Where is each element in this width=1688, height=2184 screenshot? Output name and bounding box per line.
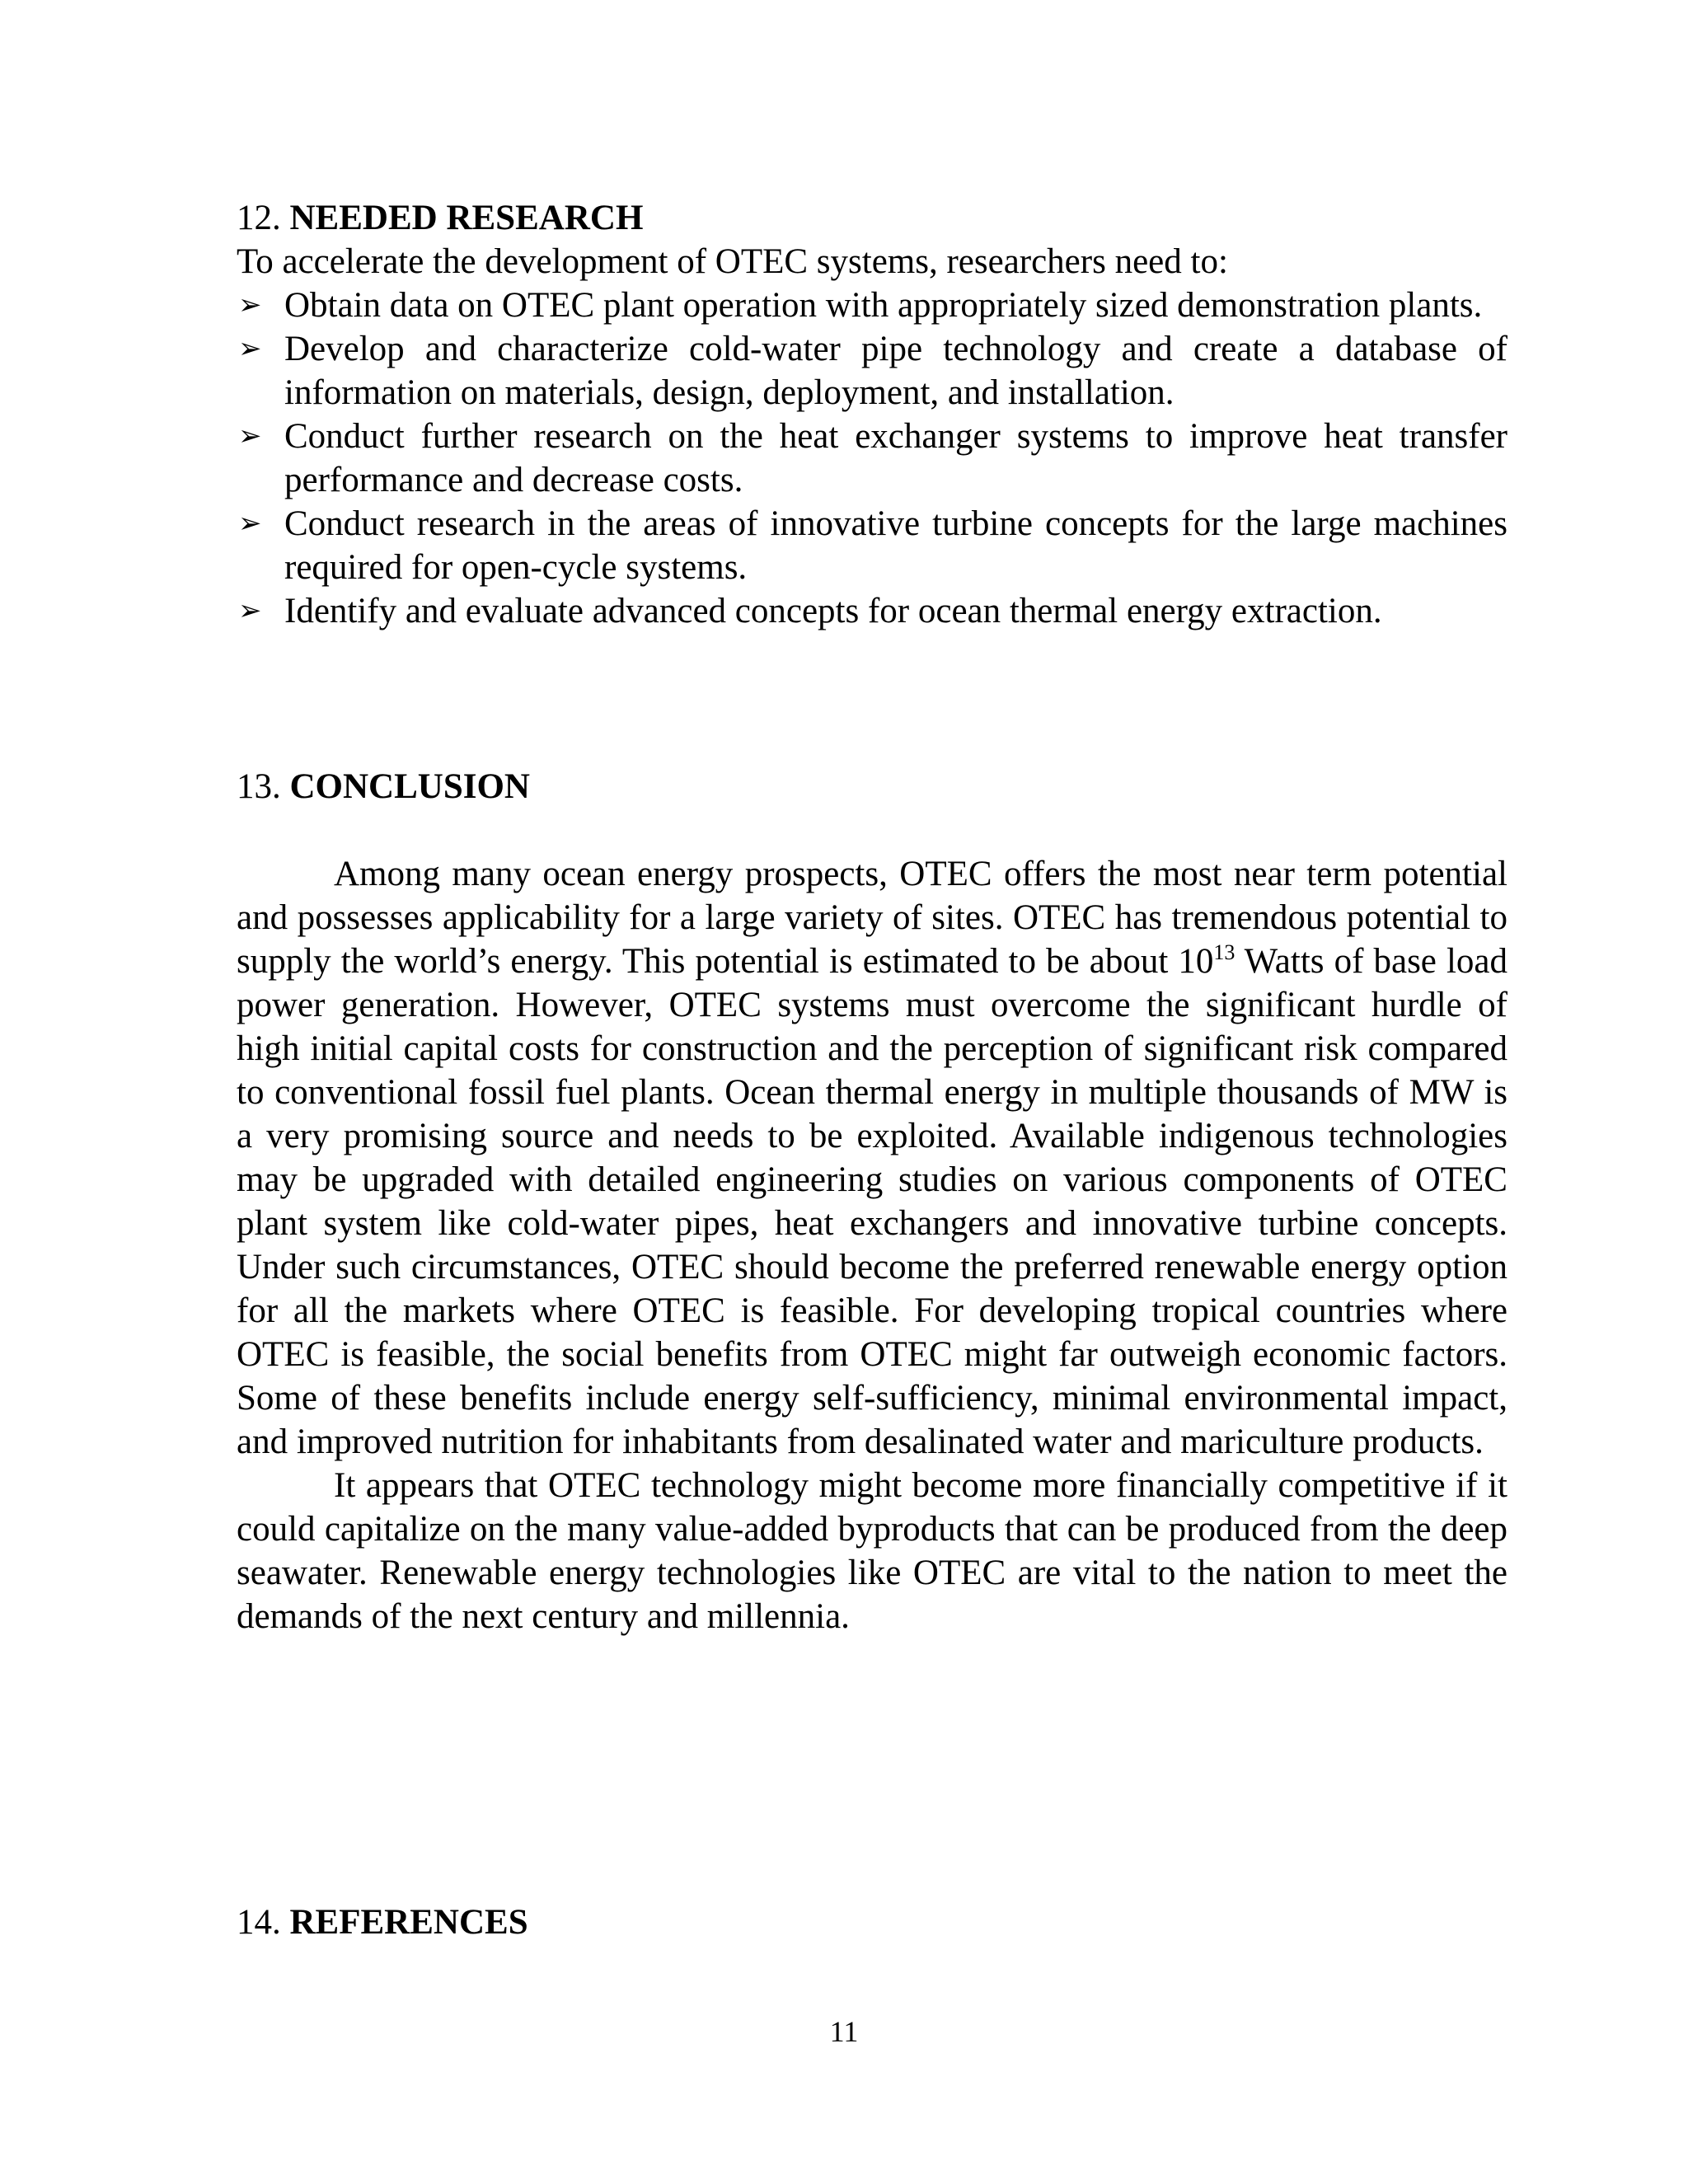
section-heading-needed-research [237, 196, 643, 240]
list-item [237, 502, 1507, 589]
conclusion-body [237, 852, 1507, 1638]
section-number: 12. [237, 199, 281, 237]
superscript-exponent: 13 [1213, 940, 1236, 964]
paragraph-text: Watts of base load power generation. However, OTEC systems must overcome the significant hurdle of high initial capital costs for construction and the perception of significant risk compared to conventional fossil fuel plants. Ocean thermal energy in multiple thousands of MW is a very promising source and needs to be exploited. Available indigenous technologies may be upgraded with detailed engineering studies on various components of OTEC plant system like cold-water pipes, heat exchangers and innovative turbine concepts. Under such circumstances, OTEC should become the preferred renewable energy option for all the markets where OTEC is feasible. For developing tropical countries where OTEC is feasible, the social benefits from OTEC might far outweigh economic factors. Some of these benefits include energy self-sufficiency, minimal environmental impact, and improved nutrition for inhabitants from desalinated water and mariculture products. [237, 942, 1507, 1461]
conclusion-paragraph-2: It appears that OTEC technology might become more financially competitive if it could capitalize on the many value-added byproducts that can be produced from the deep seawater. Renewable energy technologies like OTEC are vital to the nation to meet the demands of the next century and millennia. [237, 1466, 1507, 1636]
conclusion-paragraph-1 [237, 852, 1507, 1464]
list-item-text: Conduct further research on the heat exchanger systems to improve heat transfer performance and decrease costs. [284, 417, 1507, 499]
section-title: CONCLUSION [289, 767, 530, 806]
arrow-bullet-icon: ➢ [238, 288, 262, 321]
list-item [237, 415, 1507, 502]
section-number: 14. [237, 1903, 281, 1942]
list-item-text: Conduct research in the areas of innovative turbine concepts for the large machines required for open-cycle systems. [284, 504, 1507, 587]
section-title: NEEDED RESEARCH [289, 199, 644, 237]
section-number: 13. [237, 767, 281, 806]
list-item-text: Develop and characterize cold-water pipe technology and create a database of information on materials, design, deployment, and installation. [284, 330, 1507, 412]
list-item-text: Obtain data on OTEC plant operation with appropriately sized demonstration plants. [284, 286, 1483, 325]
list-item [237, 284, 1507, 327]
section-heading-references [237, 1900, 528, 1944]
arrow-bullet-icon: ➢ [238, 594, 262, 627]
research-list [237, 284, 1507, 633]
page-number: 11 [829, 2015, 859, 2048]
section-heading-conclusion [237, 765, 530, 808]
list-item-text: Identify and evaluate advanced concepts for ocean thermal energy extraction. [284, 592, 1382, 630]
list-item [237, 589, 1507, 633]
arrow-bullet-icon: ➢ [238, 332, 262, 365]
paragraph-text: Among many ocean energy prospects, OTEC offers the most near term potential and possesses applicability for a large variety of sites. OTEC has tremendous potential to supply the world’s energy. This potential is estimated to be about 10 [237, 855, 1507, 981]
research-intro: To accelerate the development of OTEC systems, researchers need to: [237, 242, 1228, 281]
section-title: REFERENCES [289, 1903, 528, 1942]
arrow-bullet-icon: ➢ [238, 507, 262, 540]
list-item [237, 327, 1507, 415]
arrow-bullet-icon: ➢ [238, 419, 262, 452]
